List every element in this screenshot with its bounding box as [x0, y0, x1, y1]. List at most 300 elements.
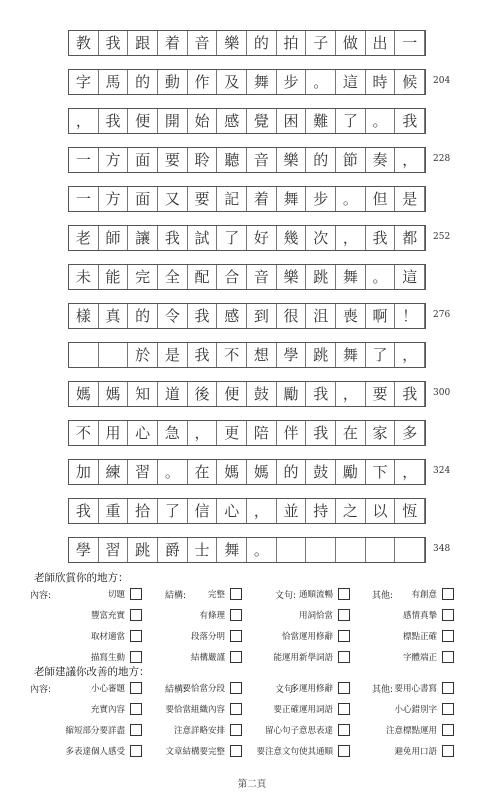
grid-cell: 練	[99, 460, 129, 484]
grid-cell: 讓	[128, 226, 158, 250]
option-label: 充實內容	[90, 705, 125, 715]
grid-cell: 便	[128, 109, 158, 133]
grid-row	[68, 342, 426, 368]
grid-cell: ，	[395, 343, 425, 367]
grid-cell: 完	[128, 265, 158, 289]
grid-cell: 我	[395, 109, 425, 133]
grid-cell: 難	[306, 109, 336, 133]
checklist-option	[165, 699, 242, 719]
checkbox[interactable]	[338, 682, 350, 694]
option-label: 縮短部分要詳盡	[65, 726, 125, 736]
checklist-option	[273, 699, 350, 719]
grid-cell: 音	[188, 31, 218, 55]
grid-cell: 這	[336, 70, 366, 94]
grid-cell: 想	[247, 343, 277, 367]
grid-cell: 媽	[99, 382, 129, 406]
option-label: 標點正確	[402, 632, 437, 642]
grid-cell: 好	[247, 226, 277, 250]
checkbox[interactable]	[338, 724, 350, 736]
grid-cell: 在	[188, 460, 218, 484]
grid-cell: 舞	[336, 343, 366, 367]
checklist-option	[182, 678, 242, 698]
grid-cell: 節	[336, 148, 366, 172]
checkbox[interactable]	[338, 630, 350, 642]
option-label: 要恰當分段	[182, 684, 225, 694]
grid-cell: 覺	[247, 109, 277, 133]
grid-cell: 都	[395, 226, 425, 250]
grid-cell: 真	[99, 304, 129, 328]
checklist-option	[199, 605, 242, 625]
checklist-option	[394, 678, 454, 698]
checkbox[interactable]	[230, 651, 242, 663]
grid-cell	[99, 343, 129, 367]
checklist-option	[174, 720, 242, 740]
checklist-option	[394, 741, 454, 761]
grid-cell: 心	[217, 499, 247, 523]
checklist-option	[165, 741, 242, 761]
checklist-option	[403, 626, 454, 646]
grid-cell: 樂	[217, 31, 247, 55]
option-label: 要用心書寫	[394, 684, 437, 694]
grid-cell: 着	[247, 187, 277, 211]
grid-cell: 又	[158, 187, 188, 211]
grid-cell: 持	[306, 499, 336, 523]
grid-row	[68, 264, 426, 290]
grid-cell: 次	[306, 226, 336, 250]
grid-cell: 拾	[128, 499, 158, 523]
grid-cell: 是	[395, 187, 425, 211]
checkbox[interactable]	[442, 724, 454, 736]
grid-row	[68, 225, 451, 251]
grid-cell: 跟	[128, 31, 158, 55]
option-label: 段落分明	[190, 632, 225, 642]
grid-cell: 始	[188, 109, 218, 133]
grid-cell: 勵	[277, 382, 307, 406]
grid-cell: 但	[366, 187, 396, 211]
category-label: 其他:	[372, 684, 394, 695]
grid-cell	[277, 538, 307, 562]
grid-cell: 更	[217, 421, 247, 445]
grid-cell: 了	[158, 499, 188, 523]
grid-cell: 馬	[99, 70, 129, 94]
checklist-option	[394, 699, 454, 719]
grid-cell: 鼓	[247, 382, 277, 406]
option-label: 有創意	[411, 590, 437, 600]
option-label: 完整	[207, 590, 225, 600]
grid-cell: 啊	[366, 304, 396, 328]
category-label: 內容:	[30, 590, 52, 601]
grid-cell: 我	[395, 382, 425, 406]
grid-cell: 不	[69, 421, 99, 445]
checklist-option	[290, 678, 350, 698]
grid-cell: 樂	[277, 148, 307, 172]
grid-cell: 家	[366, 421, 396, 445]
grid-cell: 能	[99, 265, 129, 289]
grid-cell	[395, 538, 425, 562]
grid-cell: 舞	[217, 538, 247, 562]
grid-cell: ，	[69, 109, 99, 133]
grid-cell: 我	[158, 226, 188, 250]
grid-cell: 跳	[306, 265, 336, 289]
checklist-option	[91, 605, 142, 625]
checklist-option	[65, 720, 142, 740]
grid-cell: ，	[336, 226, 366, 250]
grid-cell: 音	[247, 148, 277, 172]
grid-cell: ，	[395, 148, 425, 172]
char-count: 348	[433, 544, 451, 554]
grid-cell: 跳	[128, 538, 158, 562]
checklist-option	[403, 605, 454, 625]
grid-cell: 跳	[306, 343, 336, 367]
grid-cell: 要	[366, 382, 396, 406]
checklist-option	[191, 626, 242, 646]
grid-cell: 一	[69, 148, 99, 172]
grid-cell: 困	[277, 109, 307, 133]
option-label: 要正確運用詞語	[273, 705, 333, 715]
checkbox[interactable]	[130, 745, 142, 757]
grid-cell: 加	[69, 460, 99, 484]
grid-cell: 習	[128, 460, 158, 484]
checklist-option	[282, 626, 350, 646]
checklist-option	[91, 678, 142, 698]
option-label: 切題	[107, 590, 125, 600]
checkbox[interactable]	[442, 651, 454, 663]
option-label: 避免用口語	[394, 747, 437, 757]
option-label: 文章結構要完整	[165, 747, 225, 757]
grid-cell: 。	[366, 265, 396, 289]
grid-row	[68, 537, 451, 563]
grid-cell: 感	[217, 304, 247, 328]
grid-cell: 媽	[217, 460, 247, 484]
appreciate-title: 老師欣賞你的地方：	[34, 572, 129, 584]
option-label: 多運用修辭	[290, 684, 333, 694]
checklist-option	[265, 720, 350, 740]
checklist-option	[91, 699, 142, 719]
grid-cell: 候	[395, 70, 425, 94]
checklist-option	[256, 741, 350, 761]
grid-cell: 便	[217, 382, 247, 406]
grid-cell: 下	[366, 460, 396, 484]
grid-cell: 時	[366, 70, 396, 94]
grid-cell: 步	[277, 70, 307, 94]
checkbox[interactable]	[338, 745, 350, 757]
grid-cell: 恆	[395, 499, 425, 523]
grid-cell: 一	[69, 187, 99, 211]
grid-cell: 媽	[69, 382, 99, 406]
grid-row	[68, 303, 451, 329]
grid-cell: 的	[247, 31, 277, 55]
option-label: 字體端正	[402, 653, 437, 663]
checkbox[interactable]	[338, 651, 350, 663]
checklist-option	[403, 647, 454, 667]
checklist-row	[30, 626, 470, 646]
char-count: 204	[433, 76, 451, 86]
grid-cell: 我	[99, 31, 129, 55]
grid-row	[68, 381, 451, 407]
checkbox[interactable]	[338, 588, 350, 600]
grid-cell: 陪	[247, 421, 277, 445]
category-label: 文句:	[275, 590, 297, 601]
grid-cell: 師	[99, 226, 129, 250]
checklist-row	[30, 741, 470, 761]
option-label: 要恰當組織內容	[165, 705, 225, 715]
grid-cell: 作	[188, 70, 218, 94]
grid-cell: 音	[247, 265, 277, 289]
page-number: 第二頁	[237, 779, 267, 790]
grid-cell: 開	[158, 109, 188, 133]
grid-cell: 了	[336, 109, 366, 133]
grid-cell: 我	[99, 109, 129, 133]
grid-cell: 幾	[277, 226, 307, 250]
option-label: 多表達個人感受	[65, 747, 125, 757]
grid-cell: 爵	[158, 538, 188, 562]
grid-cell: 。	[158, 460, 188, 484]
grid-cell: 在	[336, 421, 366, 445]
grid-cell: 鼓	[306, 460, 336, 484]
checkbox[interactable]	[442, 630, 454, 642]
checklist-option	[108, 584, 142, 604]
grid-cell: 並	[277, 499, 307, 523]
grid-cell: 知	[128, 382, 158, 406]
grid-cell: 急	[158, 421, 188, 445]
grid-row	[68, 147, 451, 173]
grid-cell: 很	[277, 304, 307, 328]
option-label: 小心錯別字	[394, 705, 437, 715]
grid-cell: 我	[366, 226, 396, 250]
checklist-row	[30, 584, 470, 604]
grid-cell: 一	[395, 31, 425, 55]
checklist-option	[386, 720, 454, 740]
grid-cell: 試	[188, 226, 218, 250]
grid-cell: 未	[69, 265, 99, 289]
option-label: 能運用新學詞語	[273, 653, 333, 663]
option-label: 要注意文句使其通順	[256, 747, 333, 757]
option-label: 有條理	[199, 611, 225, 621]
grid-cell: 後	[188, 382, 218, 406]
checklist-option	[208, 584, 242, 604]
grid-cell: 方	[99, 148, 129, 172]
checkbox[interactable]	[442, 745, 454, 757]
grid-cell: 用	[99, 421, 129, 445]
grid-cell: 記	[217, 187, 247, 211]
grid-cell: 我	[306, 382, 336, 406]
grid-cell: 重	[99, 499, 129, 523]
grid-cell: 。	[247, 538, 277, 562]
grid-row	[68, 108, 426, 134]
grid-cell: 於	[128, 343, 158, 367]
grid-cell	[336, 538, 366, 562]
checklist-option	[191, 647, 242, 667]
grid-cell: 了	[217, 226, 247, 250]
grid-cell: 感	[217, 109, 247, 133]
grid-cell: 喪	[336, 304, 366, 328]
checkbox[interactable]	[130, 682, 142, 694]
char-count: 300	[433, 388, 451, 398]
checklist-option	[299, 605, 350, 625]
grid-cell: 了	[366, 343, 396, 367]
grid-cell: 媽	[247, 460, 277, 484]
grid-cell	[69, 343, 99, 367]
grid-cell: 面	[128, 187, 158, 211]
grid-cell: 。	[336, 187, 366, 211]
option-label: 豐富充實	[90, 611, 125, 621]
grid-cell: 的	[128, 70, 158, 94]
grid-cell: 舞	[247, 70, 277, 94]
grid-cell: 這	[395, 265, 425, 289]
grid-cell: 字	[69, 70, 99, 94]
checklist-option	[91, 626, 142, 646]
checkbox[interactable]	[130, 609, 142, 621]
checkbox[interactable]	[230, 609, 242, 621]
grid-cell	[366, 538, 396, 562]
grid-cell: 不	[217, 343, 247, 367]
grid-cell	[306, 538, 336, 562]
grid-cell: 的	[277, 460, 307, 484]
option-label: 感情真摯	[402, 611, 437, 621]
grid-cell: 及	[217, 70, 247, 94]
grid-cell: 聽	[217, 148, 247, 172]
checkbox[interactable]	[130, 724, 142, 736]
option-label: 通順流暢	[298, 590, 333, 600]
suggest-title: 老師建議你改善的地方：	[34, 666, 150, 678]
category-label: 結構:	[165, 684, 187, 695]
checklist-option	[273, 647, 350, 667]
checkbox[interactable]	[338, 609, 350, 621]
grid-row	[68, 420, 426, 446]
grid-cell: 的	[306, 148, 336, 172]
grid-cell: 以	[366, 499, 396, 523]
checkbox[interactable]	[130, 588, 142, 600]
char-count: 276	[433, 310, 451, 320]
grid-cell: 我	[188, 304, 218, 328]
grid-cell: 令	[158, 304, 188, 328]
checkbox[interactable]	[230, 703, 242, 715]
checklist-row	[30, 678, 470, 698]
checklist-option	[65, 741, 142, 761]
checkbox[interactable]	[338, 703, 350, 715]
char-count: 228	[433, 154, 451, 164]
grid-cell: 我	[69, 499, 99, 523]
grid-cell: ，	[247, 499, 277, 523]
grid-cell: 伴	[277, 421, 307, 445]
grid-cell: 。	[366, 109, 396, 133]
grid-cell: ，	[336, 382, 366, 406]
option-label: 注意標點運用	[385, 726, 437, 736]
grid-row	[68, 69, 451, 95]
checkbox[interactable]	[130, 703, 142, 715]
grid-cell: 我	[306, 421, 336, 445]
grid-cell: 着	[158, 31, 188, 55]
grid-cell: 要	[188, 187, 218, 211]
option-label: 描寫生動	[90, 653, 125, 663]
option-label: 結構嚴謹	[190, 653, 225, 663]
option-label: 用詞恰當	[298, 611, 333, 621]
grid-row	[68, 186, 426, 212]
grid-cell: 是	[158, 343, 188, 367]
checkbox[interactable]	[442, 682, 454, 694]
grid-cell: 動	[158, 70, 188, 94]
grid-cell: 配	[188, 265, 218, 289]
option-label: 小心審題	[90, 684, 125, 694]
checkbox[interactable]	[130, 630, 142, 642]
grid-cell: 學	[69, 538, 99, 562]
grid-cell: 沮	[306, 304, 336, 328]
grid-cell: 合	[217, 265, 247, 289]
grid-cell: 聆	[188, 148, 218, 172]
checklist-option	[299, 584, 350, 604]
checklist-option	[411, 584, 454, 604]
checklist-row	[30, 699, 470, 719]
category-label: 內容:	[30, 684, 52, 695]
grid-cell: 。	[306, 70, 336, 94]
grid-cell: 要	[158, 148, 188, 172]
grid-cell: 舞	[277, 187, 307, 211]
grid-cell: 心	[128, 421, 158, 445]
option-label: 取材適當	[90, 632, 125, 642]
grid-cell: 習	[99, 538, 129, 562]
grid-cell: 的	[128, 304, 158, 328]
grid-cell: 到	[247, 304, 277, 328]
grid-cell: ，	[395, 460, 425, 484]
checkbox[interactable]	[230, 630, 242, 642]
grid-row	[68, 498, 426, 524]
checkbox[interactable]	[130, 651, 142, 663]
grid-cell: 方	[99, 187, 129, 211]
checkbox[interactable]	[442, 588, 454, 600]
checkbox[interactable]	[442, 609, 454, 621]
checkbox[interactable]	[230, 724, 242, 736]
char-count: 252	[433, 232, 451, 242]
grid-cell: 樣	[69, 304, 99, 328]
checkbox[interactable]	[230, 588, 242, 600]
grid-cell: 老	[69, 226, 99, 250]
option-label: 注意詳略安排	[173, 726, 225, 736]
writing-grid	[68, 30, 451, 576]
option-label: 留心句子意思表達	[264, 726, 333, 736]
grid-cell: ，	[188, 421, 218, 445]
grid-cell: 教	[69, 31, 99, 55]
grid-cell: 做	[336, 31, 366, 55]
grid-cell: 奏	[366, 148, 396, 172]
grid-cell: 多	[395, 421, 425, 445]
grid-cell: 出	[366, 31, 396, 55]
option-label: 恰當運用修辭	[281, 632, 333, 642]
grid-cell: 士	[188, 538, 218, 562]
grid-cell: 道	[158, 382, 188, 406]
checkbox[interactable]	[230, 682, 242, 694]
grid-cell: 信	[188, 499, 218, 523]
grid-cell: 全	[158, 265, 188, 289]
grid-cell: 舞	[336, 265, 366, 289]
checklist-row	[30, 605, 470, 625]
grid-row	[68, 459, 451, 485]
grid-cell: 樂	[277, 265, 307, 289]
grid-cell: 學	[277, 343, 307, 367]
checkbox[interactable]	[442, 703, 454, 715]
grid-cell: ！	[395, 304, 425, 328]
checklist-row	[30, 720, 470, 740]
grid-cell: 面	[128, 148, 158, 172]
char-count: 324	[433, 466, 451, 476]
category-label: 其他:	[372, 590, 394, 601]
grid-cell: 步	[306, 187, 336, 211]
category-label: 文句:	[275, 684, 297, 695]
grid-cell: 之	[336, 499, 366, 523]
grid-cell: 勵	[336, 460, 366, 484]
category-label: 結構:	[165, 590, 187, 601]
checkbox[interactable]	[230, 745, 242, 757]
grid-cell: 子	[306, 31, 336, 55]
